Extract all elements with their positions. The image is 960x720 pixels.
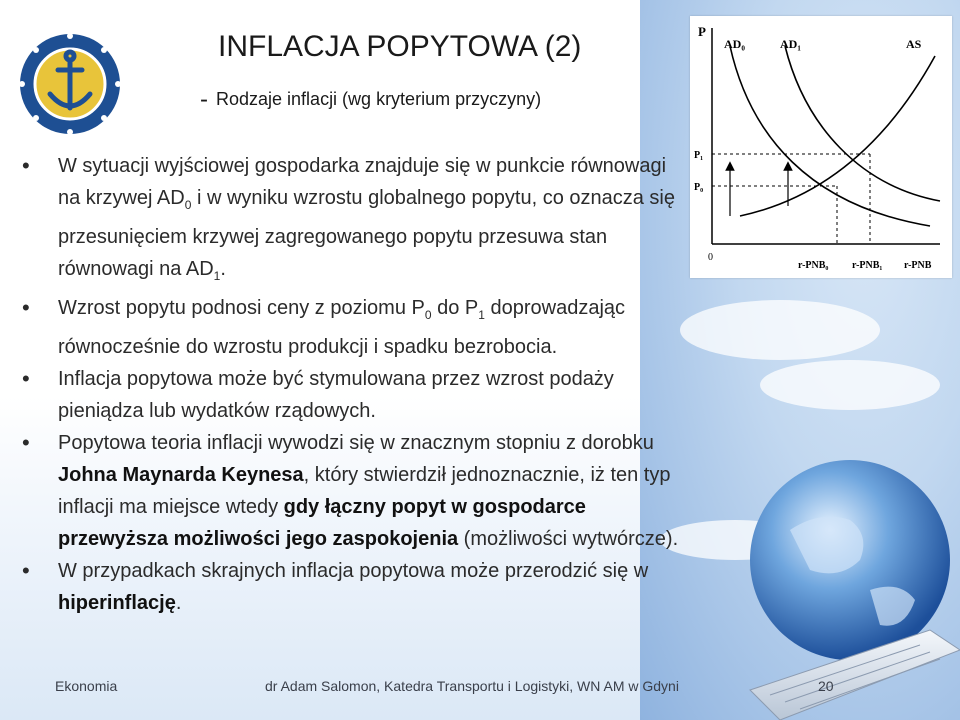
footer-author: dr Adam Salomon, Katedra Transportu i Logistyki, WN AM w Gdyni [265,678,679,694]
origin-label: 0 [708,252,713,263]
bullet-1: • W sytuacji wyjściowej gospodarka znajduje się w punkcie równowagi na krzywej $AD_0$ i w wyniku wzrostu globalnego popytu, co oznacza się przesunięciem krzywej zagregowanego popytu przesuwa stan równowagi na $AD_1$. [22,150,692,292]
ad-as-chart [690,16,952,278]
bullet-3: • Inflacja popytowa może być stymulowana przez wzrost podaży pieniądza lub wydatków rządowych. [22,363,692,427]
bullet-5: • W przypadkach skrajnych inflacja popytowa może przerodzić się w hiperinflację. [22,555,692,619]
x-tick-0: r-PNB₀ [798,260,829,271]
slide-subtitle [200,86,541,114]
p0-tick: P₀ [694,182,704,193]
subtitle-dash: - [200,86,208,113]
page-number: 20 [818,678,834,694]
footer-course: Ekonomia [55,678,118,694]
p1-tick: P₁ [694,150,704,161]
slide-title: INFLACJA POPYTOWA (2) [218,30,582,63]
y-axis-label: P [698,24,706,39]
as-label: AS [906,37,922,51]
x-tick-2: r-PNB [904,260,932,271]
ad1-curve [785,46,940,201]
ad1-label: AD₁ [780,37,801,51]
subtitle-text: Rodzaje inflacji (wg kryterium przyczyny) [216,89,542,109]
bullet-4: • Popytowa teoria inflacji wywodzi się w znacznym stopniu z dorobku Johna Maynarda Keynesa, który stwierdził jednoznacznie, iż ten typ inflacji ma miejsce wtedy gdy łączny popyt w gospodarce przewyższa możliwości jego zaspokojenia (możliwości wytwórcze). [22,427,692,555]
logo-emblem [10,28,130,140]
bullet-2: • Wzrost popytu podnosi ceny z poziomu $P_0$ do $P_1$ doprowadzając równocześnie do wzrostu produkcji i spadku bezrobocia. [22,292,692,363]
x-tick-1: r-PNB₁ [852,260,883,271]
ad0-label: AD₀ [724,37,745,51]
bullet-list [22,150,692,619]
globe-laptop-illustration [730,440,960,720]
